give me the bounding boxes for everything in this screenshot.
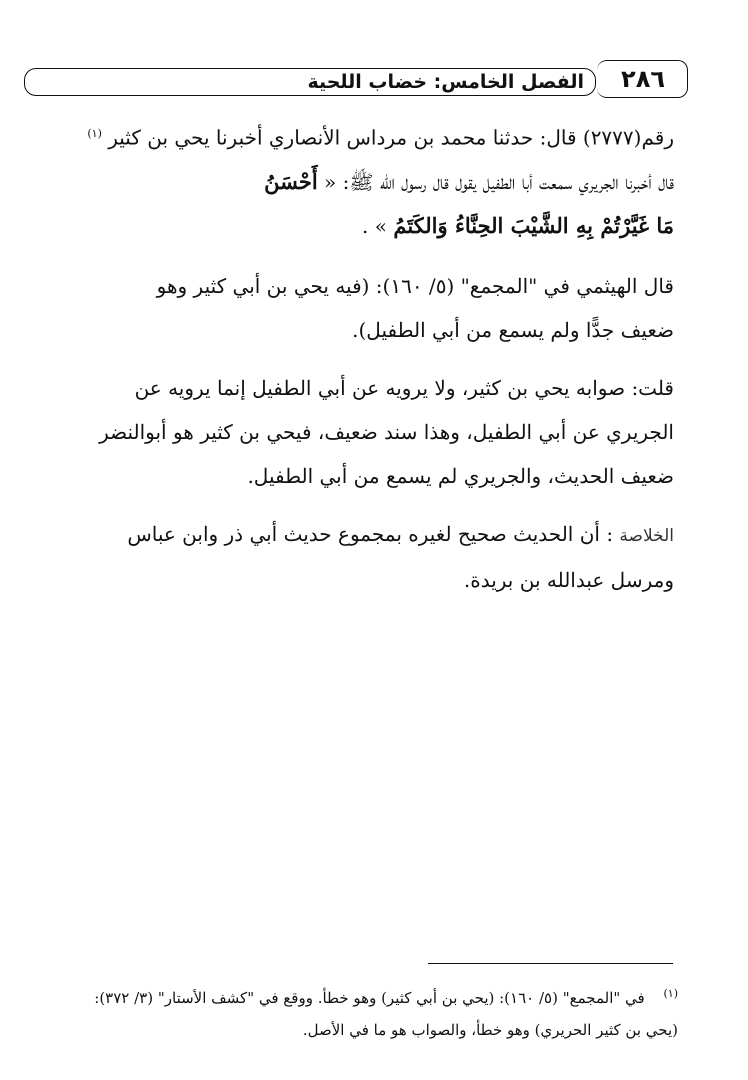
text-line	[38, 160, 674, 204]
qultu-paragraph	[38, 366, 674, 498]
page-header	[24, 60, 688, 96]
hadith-quote: مَا غَيَّرْتُمْ بِهِ الشَّيْبَ الحِنَّاءُ وَالكَتَمُ	[393, 212, 674, 238]
page-number: ٢٨٦	[621, 65, 665, 93]
khulasa-label: الخلاصة	[619, 525, 674, 546]
qultu-line-2: الجريري عن أبي الطفيل، وهذا سند ضعيف، فيحي بن كثير هو أبوالنضر	[99, 419, 674, 444]
hadith-quote-start: أَحْسَنُ	[264, 168, 318, 194]
hadith-paragraph	[38, 112, 674, 248]
text-line	[38, 112, 674, 160]
footnote-reference: (١)	[87, 127, 102, 140]
footnote	[36, 978, 678, 1046]
footnote-line	[36, 978, 678, 1014]
qultu-line-3: ضعيف الحديث، والجريري لم يسمع من أبي الطفيل.	[247, 463, 674, 488]
haythami-paragraph	[38, 264, 674, 352]
hadith-line-2: قال أخبرنا الجريري سمعت أبا الطفيل يقول قال رسول الله ﷺ: «	[324, 169, 674, 194]
footnote-divider	[428, 963, 673, 964]
haythami-line-2: ضعيف جدًّا ولم يسمع من أبي الطفيل).	[352, 317, 674, 342]
chapter-title: الفصل الخامس: خضاب اللحية	[307, 71, 584, 93]
khulasa-line-1: : أن الحديث صحيح لغيره بمجموع حديث أبي ذر وابن عباس	[127, 521, 614, 546]
main-text	[38, 112, 674, 616]
haythami-line-1: قال الهيثمي في "المجمع" (٥/ ١٦٠): (فيه يحي بن أبي كثير وهو	[156, 273, 674, 298]
hadith-line-1: رقم(٢٧٧٧) قال: حدثنا محمد بن مرداس الأنصاري أخبرنا يحي بن كثير	[108, 125, 674, 150]
footnote-line-1: في "المجمع" (٥/ ١٦٠): (يحي بن أبي كثير) وهو خطأ. ووقع في "كشف الأستار" (٣/ ٣٧٢):	[94, 989, 645, 1007]
page-number-frame	[597, 60, 688, 98]
khulasa-line-2: ومرسل عبدالله بن بريدة.	[463, 567, 674, 592]
text-line	[38, 204, 674, 248]
text-line	[38, 512, 674, 558]
footnote-number: (١)	[663, 987, 678, 1000]
footnote-line-2: (يحي بن كثير الحريري) وهو خطأ، والصواب هو ما في الأصل.	[302, 1021, 678, 1039]
khulasa-paragraph	[38, 512, 674, 602]
qultu-line-1: قلت: صوابه يحي بن كثير، ولا يرويه عن أبي الطفيل إنما يرويه عن	[134, 375, 674, 400]
hadith-quote-end: » .	[362, 213, 387, 238]
